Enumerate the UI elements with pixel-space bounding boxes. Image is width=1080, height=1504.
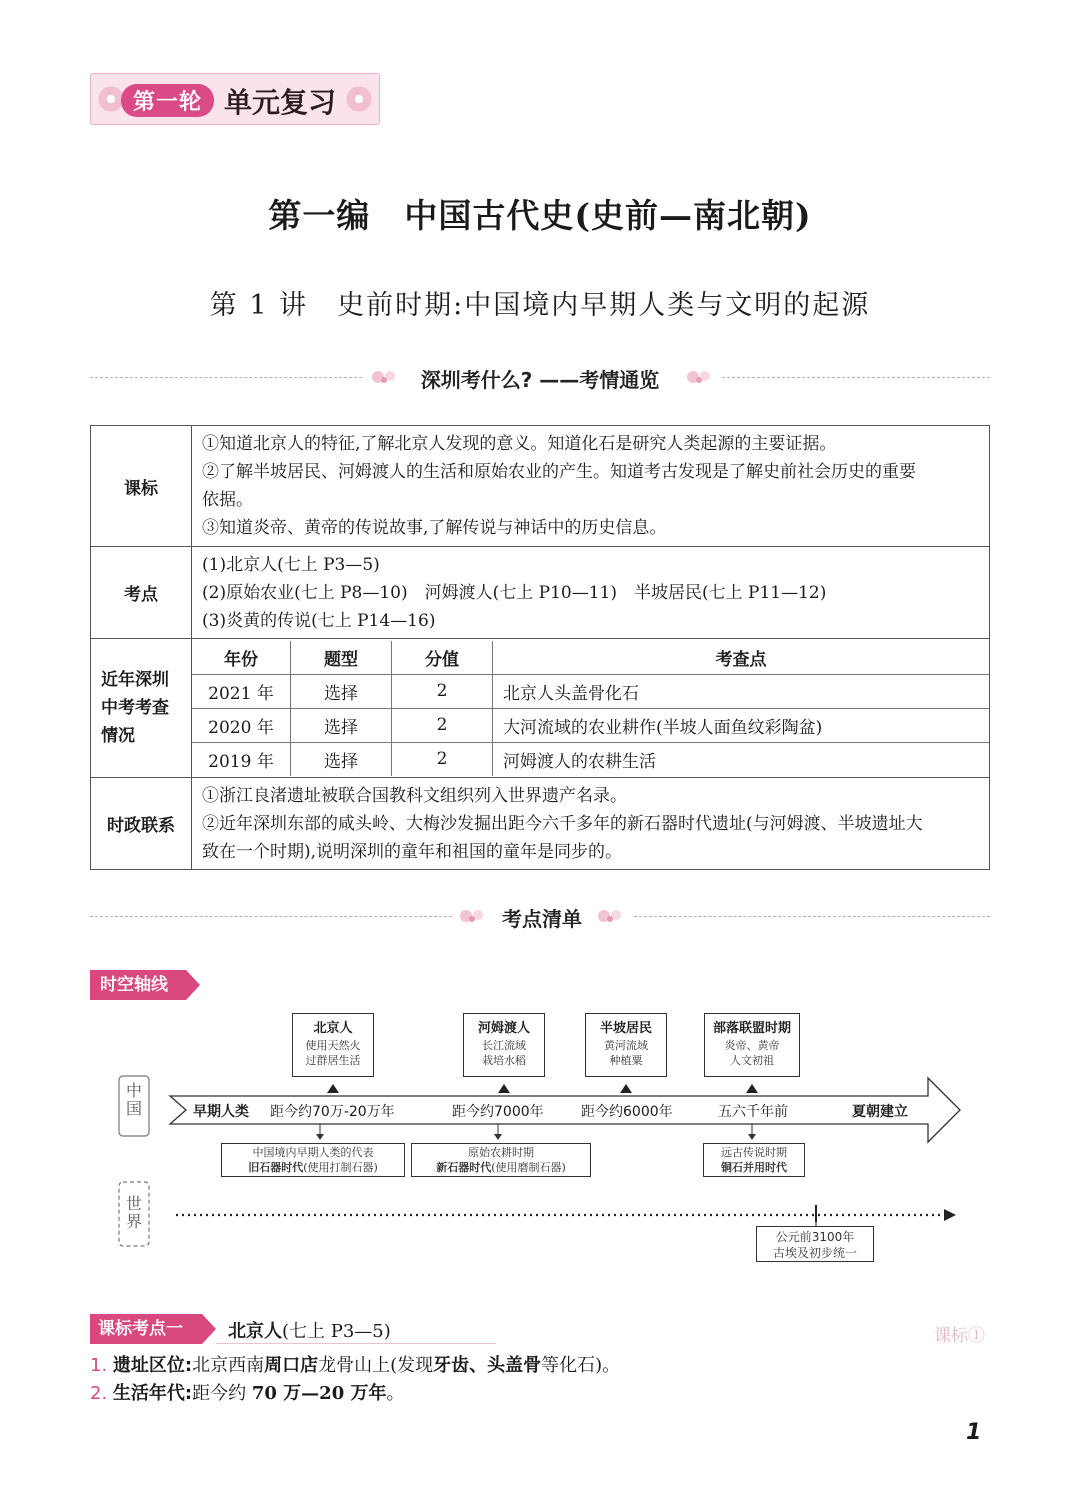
table-row: [192, 742, 989, 776]
cell-year: 2020 年: [192, 708, 291, 742]
text-line: (1)北京人(七上 P3—5): [202, 554, 380, 575]
item-number: 1.: [90, 1355, 108, 1376]
cell-type: 选择: [291, 674, 392, 708]
blossom-icon: [368, 368, 402, 386]
round-label: 第一轮: [121, 84, 214, 117]
flower-icon: [343, 83, 375, 115]
cell-type: 选择: [291, 742, 392, 776]
overview-table: [90, 425, 990, 870]
box-line: 远古传说时期: [721, 1146, 787, 1159]
box-tribal-alliance: [704, 1013, 800, 1077]
cell-score: 2: [392, 708, 493, 742]
box-hemudu: [463, 1013, 545, 1077]
box-line: 炎帝、黄帝: [724, 1039, 780, 1052]
divider-line: [722, 377, 990, 378]
item-text: 等化石)。: [541, 1355, 621, 1376]
box-line: 中国境内早期人类的代表: [252, 1146, 374, 1159]
box-title: 半坡居民: [599, 1021, 652, 1036]
china-label: [119, 1082, 149, 1118]
pointer-down-icon: [316, 1134, 324, 1140]
section-title-checklist: 考点清单: [502, 907, 582, 931]
blossom-icon: [683, 368, 717, 386]
box-line: 人文初祖: [730, 1054, 774, 1067]
cell-year: 2021 年: [192, 674, 291, 708]
box-line: 栽培水稻: [482, 1054, 526, 1067]
pointer-down-icon: [748, 1134, 756, 1140]
item-key: 70 万—20 万年: [251, 1383, 387, 1404]
page-number: 1: [966, 1420, 982, 1445]
item-key: 牙齿、头盖骨: [433, 1355, 542, 1376]
cell-score: 2: [392, 742, 493, 776]
kaodian-item-2: [90, 1380, 405, 1408]
axis-label-5000: 五六千年前: [718, 1104, 788, 1120]
kebiao-side-label: 课标①: [934, 1326, 985, 1346]
china-label-text: 中国: [126, 1081, 143, 1118]
row-label-recent: [91, 639, 192, 778]
world-axis-arrowhead: [944, 1209, 956, 1221]
blossom-icon: [594, 907, 628, 925]
header-score: 分值: [392, 641, 493, 675]
blossom-icon: [456, 907, 490, 925]
box-paleolithic: [221, 1143, 405, 1177]
box-line: 过群居生活: [305, 1054, 361, 1067]
item-text: 龙骨山上(发现: [318, 1355, 434, 1376]
era-name: 旧石器时代: [248, 1161, 304, 1174]
world-label-text: 世界: [126, 1194, 143, 1231]
kaodian-ref: (七上 P3—5): [282, 1321, 391, 1342]
axis-label-7000: 距今约7000年: [452, 1104, 544, 1120]
cell-point: 大河流域的农业耕作(半坡人面鱼纹彩陶盆): [493, 708, 990, 742]
pointer-up-icon: [327, 1084, 339, 1093]
box-title: 北京人: [313, 1021, 353, 1036]
recent-exam-table: [192, 641, 989, 776]
lesson-title: 第 1 讲 史前时期:中国境内早期人类与文明的起源: [209, 290, 871, 321]
cell-score: 2: [392, 674, 493, 708]
era-note: (使用打制石器): [303, 1161, 378, 1174]
header-type: 题型: [291, 641, 392, 675]
kaodian-item-1: [90, 1352, 620, 1380]
round-badge: [90, 73, 380, 125]
box-peking-man: [292, 1013, 374, 1077]
pointer-up-icon: [498, 1084, 510, 1093]
table-row: [192, 708, 989, 742]
text-line: 致在一个时期),说明深圳的童年和祖国的童年是同步的。: [202, 841, 623, 862]
text-line: ①浙江良渚遗址被联合国教科文组织列入世界遗产名录。: [202, 785, 627, 806]
era-name: 新石器时代: [436, 1161, 492, 1174]
box-chalcolithic: [703, 1143, 805, 1177]
item-text: 北京西南: [192, 1355, 265, 1376]
box-line: 古埃及初步统一: [772, 1246, 857, 1260]
cell-point: 北京人头盖骨化石: [493, 674, 990, 708]
era-note: (使用磨制石器): [491, 1161, 566, 1174]
kaodian-tag: 课标考点一: [90, 1314, 202, 1344]
box-line: 种植粟: [609, 1054, 643, 1067]
row-label-kaodian: 考点: [91, 547, 192, 639]
text-line: (3)炎黄的传说(七上 P14—16): [202, 610, 436, 631]
item-label: 生活年代:: [112, 1383, 193, 1404]
text-line: ②近年深圳东部的咸头岭、大梅沙发掘出距今六千多年的新石器时代遗址(与河姆渡、半坡遗址大: [202, 813, 923, 834]
box-line: 长江流域: [482, 1039, 526, 1052]
text-line: ②了解半坡居民、河姆渡人的生活和原始农业的产生。知道考古发现是了解史前社会历史的重要: [202, 462, 916, 482]
box-neolithic: [411, 1143, 591, 1177]
axis-label-early-humans: 早期人类: [193, 1104, 249, 1120]
divider-line: [90, 916, 452, 917]
recent-exam-cell: [192, 639, 990, 778]
item-label: 遗址区位:: [112, 1355, 193, 1376]
box-banpo: [585, 1013, 667, 1077]
pointer-up-icon: [746, 1084, 758, 1093]
box-egypt: [756, 1226, 874, 1262]
kaodian-title: 北京人: [228, 1321, 282, 1342]
header-year: 年份: [192, 641, 291, 675]
axis-label-xia: 夏朝建立: [852, 1104, 908, 1120]
item-key: 周口店: [264, 1355, 319, 1376]
kaodian-content: [192, 547, 990, 639]
item-number: 2.: [90, 1383, 108, 1404]
item-text: 距今约: [192, 1383, 252, 1404]
cell-type: 选择: [291, 708, 392, 742]
pointer-down-icon: [494, 1134, 502, 1140]
text-line: ③知道炎帝、黄帝的传说故事,了解传说与神话中的历史信息。: [202, 518, 667, 538]
cell-year: 2019 年: [192, 742, 291, 776]
text-line: 依据。: [202, 490, 253, 510]
part-title: 第一编 中国古代史(史前—南北朝): [268, 196, 812, 235]
text-line: (2)原始农业(七上 P8—10) 河姆渡人(七上 P10—11) 半坡居民(七上 P11—12): [202, 582, 827, 603]
axis-label-6000: 距今约6000年: [581, 1104, 673, 1120]
tag-arrow-icon: [186, 970, 200, 1000]
world-label: [119, 1195, 149, 1231]
cell-point: 河姆渡人的农耕生活: [493, 742, 990, 776]
recent-label-text: 近年深圳中考考查情况: [101, 670, 169, 746]
table-row: [192, 674, 989, 708]
box-title: 河姆渡人: [477, 1021, 530, 1036]
row-label-shizheng: 时政联系: [91, 778, 192, 870]
shizheng-content: [192, 778, 990, 870]
tag-arrow-icon: [202, 1314, 216, 1344]
text-line: ①知道北京人的特征,了解北京人发现的意义。知道化石是研究人类起源的主要证据。: [202, 434, 837, 454]
box-line: 公元前3100年: [775, 1230, 855, 1244]
pointer-up-icon: [620, 1084, 632, 1093]
kebiao-content: [192, 426, 990, 547]
header-point: 考查点: [493, 641, 990, 675]
section-title-overview: 深圳考什么? ——考情通览: [420, 368, 660, 392]
divider-line: [634, 916, 990, 917]
box-line: 原始农耕时期: [468, 1146, 534, 1159]
axis-label-700k: 距今约70万-20万年: [270, 1104, 395, 1120]
divider-line: [90, 377, 362, 378]
row-label-kebiao: 课标: [91, 426, 192, 547]
divider-line: [216, 1343, 496, 1344]
box-line: 黄河流域: [604, 1039, 648, 1052]
era-name: 铜石并用时代: [721, 1161, 787, 1174]
kaodian-heading: [228, 1317, 391, 1343]
box-title: 部落联盟时期: [712, 1021, 791, 1036]
box-line: 使用天然火: [305, 1039, 361, 1052]
timeline-tag: 时空轴线: [90, 970, 186, 1000]
item-text: 。: [386, 1383, 405, 1404]
unit-review-label: 单元复习: [224, 86, 337, 119]
